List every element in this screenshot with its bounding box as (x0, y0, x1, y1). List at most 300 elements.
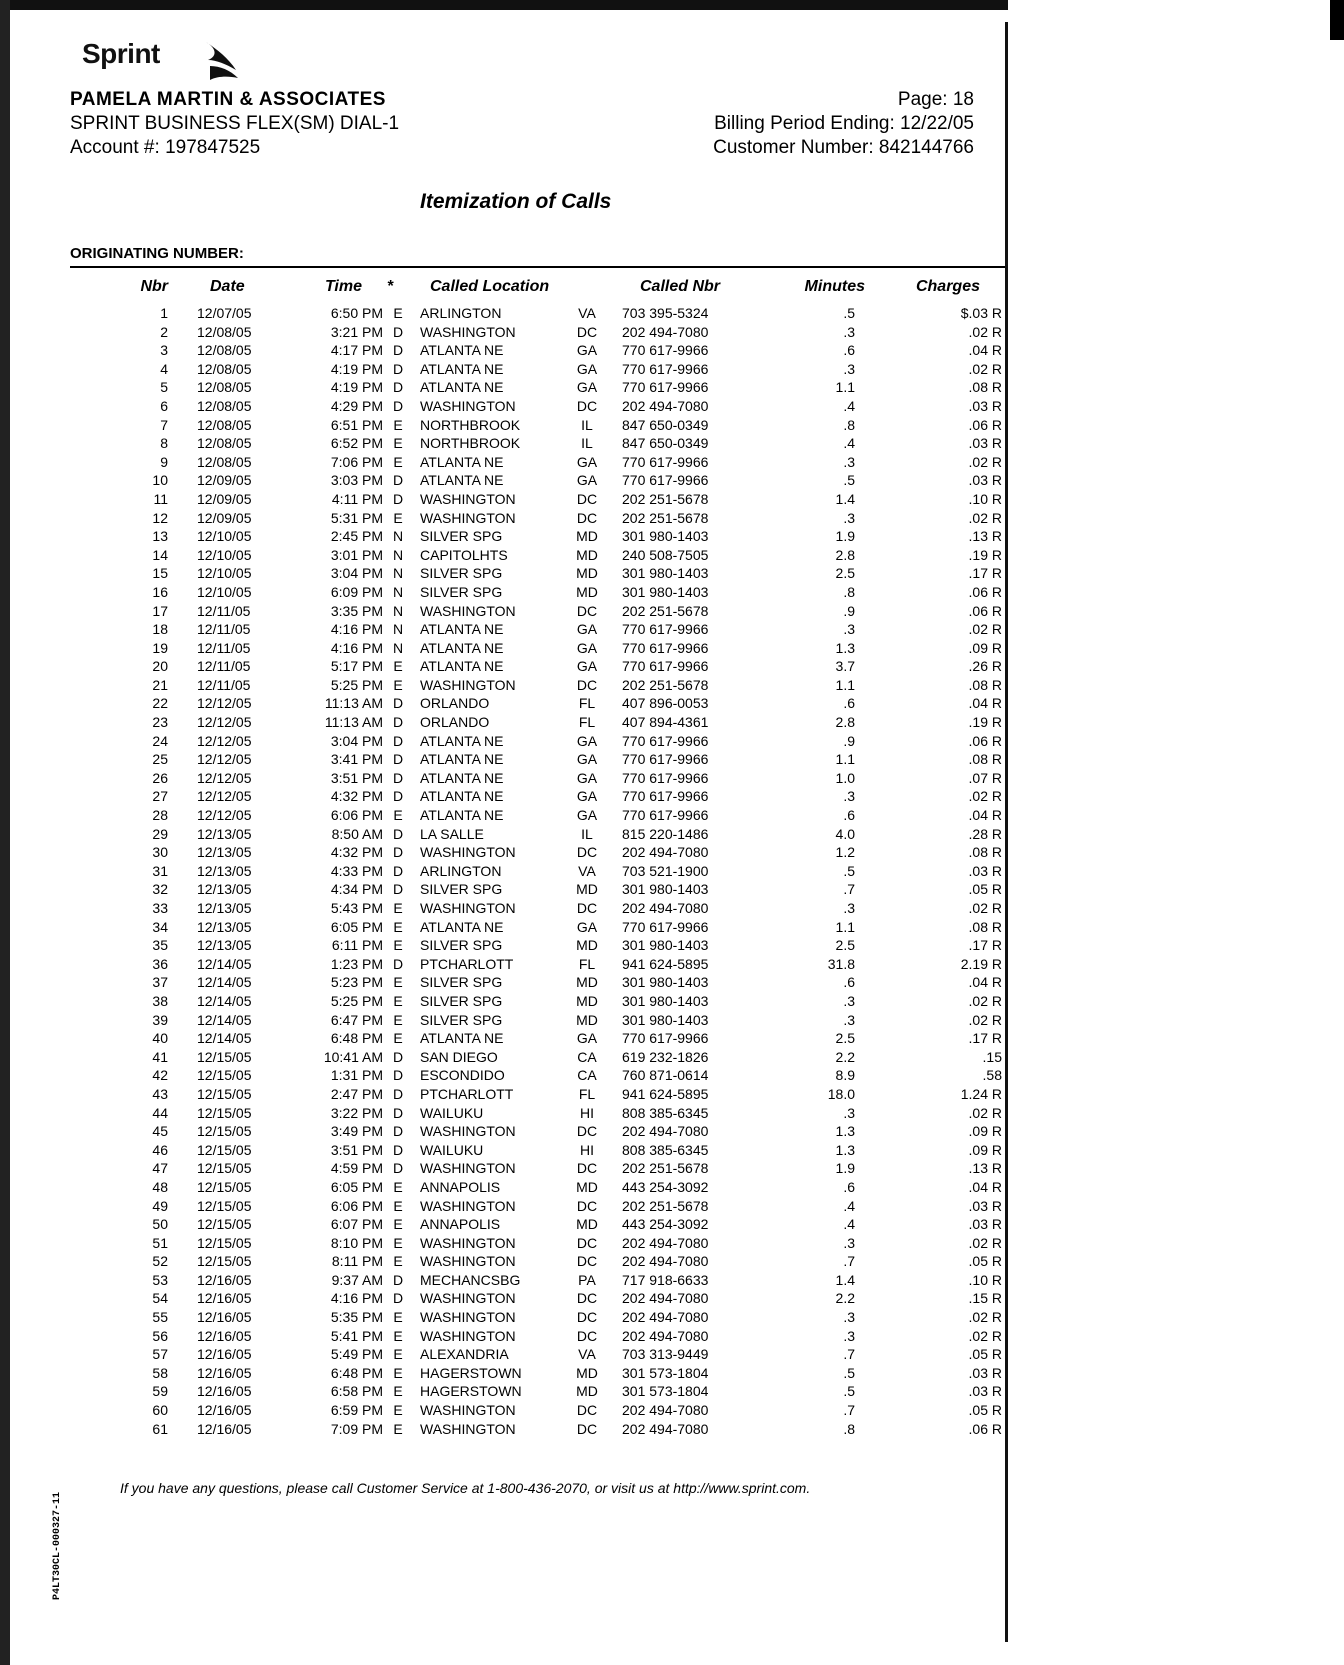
call-state: DC (576, 1327, 598, 1344)
call-charges: .06 R (968, 1420, 1002, 1437)
call-location: SAN DIEGO (420, 1048, 498, 1065)
call-state: DC (576, 1234, 598, 1251)
call-date: 12/12/05 (197, 769, 252, 786)
call-type: D (392, 1141, 404, 1158)
call-number: 717 918-6633 (622, 1271, 709, 1288)
table-row (70, 620, 1005, 639)
call-number: 202 251-5678 (622, 1197, 709, 1214)
call-location: WASHINGTON (420, 1234, 516, 1251)
call-minutes: .3 (843, 1011, 855, 1028)
call-minutes: .6 (843, 807, 855, 824)
call-type: D (392, 1048, 404, 1065)
call-state: DC (576, 900, 598, 916)
call-state: IL (581, 416, 593, 433)
call-type: D (392, 360, 404, 377)
call-date: 12/11/05 (197, 639, 251, 656)
call-nbr: 60 (152, 1402, 168, 1419)
call-date: 12/13/05 (197, 937, 252, 954)
call-time: 6:05 PM (330, 1178, 383, 1195)
call-state: MD (576, 992, 598, 1009)
call-date: 12/12/05 (197, 788, 252, 805)
call-date: 12/13/05 (197, 844, 252, 861)
call-nbr: 39 (152, 1011, 168, 1028)
col-time-header: Time (324, 278, 362, 295)
table-row (70, 323, 1005, 342)
call-time: 4:29 PM (330, 397, 383, 414)
call-nbr: 52 (152, 1253, 168, 1270)
call-type: E (393, 900, 403, 916)
call-nbr: 43 (152, 1085, 168, 1102)
call-charges: .15 (982, 1048, 1002, 1065)
call-number: 770 617-9966 (622, 342, 709, 359)
call-nbr: 45 (152, 1123, 168, 1140)
call-type: D (392, 379, 404, 396)
call-nbr: 55 (152, 1309, 168, 1326)
call-time: 3:41 PM (330, 751, 383, 768)
page-margin-right (1008, 0, 1344, 1665)
call-minutes: 2.5 (835, 565, 855, 582)
call-number: 202 494-7080 (622, 1123, 709, 1140)
call-state: PA (578, 1271, 596, 1288)
call-date: 12/14/05 (197, 992, 252, 1009)
table-row (70, 639, 1005, 658)
call-nbr: 56 (152, 1327, 168, 1344)
call-nbr: 21 (152, 676, 168, 693)
col-charges-header: Charges (915, 278, 980, 295)
call-date: 12/08/05 (197, 435, 252, 452)
call-state: GA (576, 360, 598, 377)
call-nbr: 8 (160, 435, 168, 452)
call-type: N (392, 583, 404, 600)
call-time: 3:51 PM (330, 1141, 383, 1158)
call-nbr: 42 (152, 1067, 168, 1084)
call-charges: .06 R (968, 416, 1002, 433)
call-date: 12/16/05 (197, 1420, 252, 1437)
scan-border-right (1005, 22, 1008, 1642)
call-number: 407 896-0053 (622, 695, 709, 712)
table-row (70, 1029, 1005, 1048)
call-location: ATLANTA NE (420, 769, 504, 786)
call-minutes: .3 (843, 1309, 855, 1326)
call-location: WASHINGTON (420, 1160, 516, 1177)
call-minutes: .3 (843, 900, 855, 916)
call-nbr: 18 (152, 621, 168, 638)
table-row (70, 583, 1005, 602)
table-row (70, 1234, 1005, 1253)
call-date: 12/15/05 (197, 1141, 252, 1158)
call-charges: .02 R (968, 1011, 1002, 1028)
call-time: 4:19 PM (330, 379, 383, 396)
call-state: GA (576, 751, 598, 768)
table-row (70, 360, 1005, 379)
call-minutes: 8.9 (835, 1067, 855, 1084)
call-type: E (393, 1327, 403, 1344)
call-minutes: 1.2 (835, 844, 855, 861)
call-state: GA (576, 453, 598, 470)
call-nbr: 36 (152, 955, 168, 972)
call-type: E (393, 918, 403, 935)
call-time: 5:49 PM (330, 1346, 383, 1363)
call-minutes: .6 (843, 695, 855, 712)
call-number: 770 617-9966 (622, 379, 709, 396)
call-date: 12/13/05 (197, 918, 252, 935)
call-charges: .02 R (968, 509, 1002, 526)
call-nbr: 44 (152, 1104, 168, 1121)
call-charges: .04 R (968, 1178, 1002, 1195)
call-charges: .02 R (968, 453, 1002, 470)
call-location: SILVER SPG (420, 583, 503, 600)
col-type-header: * (386, 278, 394, 295)
table-row (70, 955, 1005, 974)
plan-name: SPRINT BUSINESS FLEX(SM) DIAL-1 (70, 113, 400, 134)
table-row (70, 1048, 1005, 1067)
call-nbr: 4 (160, 360, 168, 377)
call-number: 770 617-9966 (622, 1030, 709, 1047)
call-number: 202 494-7080 (622, 1327, 709, 1344)
call-charges: .02 R (968, 788, 1002, 805)
call-location: PTCHARLOTT (420, 1085, 514, 1102)
table-row (70, 973, 1005, 992)
call-minutes: .7 (843, 1346, 855, 1363)
call-state: DC (576, 1402, 598, 1419)
table-row (70, 750, 1005, 769)
call-date: 12/08/05 (197, 342, 252, 359)
call-time: 7:06 PM (330, 453, 383, 470)
col-date-header: Date (210, 278, 245, 295)
call-minutes: .5 (843, 1383, 855, 1400)
call-time: 10:41 AM (323, 1048, 383, 1065)
call-time: 2:45 PM (330, 528, 383, 545)
call-location: ATLANTA NE (420, 658, 504, 675)
call-time: 2:47 PM (330, 1085, 383, 1102)
table-row (70, 657, 1005, 676)
call-state: MD (576, 1011, 598, 1028)
table-row (70, 1122, 1005, 1141)
call-date: 12/12/05 (197, 714, 252, 731)
call-number: 202 494-7080 (622, 1290, 709, 1307)
call-date: 12/16/05 (197, 1402, 252, 1419)
call-minutes: .3 (843, 1327, 855, 1344)
call-type: E (393, 1011, 403, 1028)
customer-line (713, 136, 974, 160)
call-state: DC (576, 1420, 598, 1437)
account-number: 197847525 (165, 137, 261, 158)
call-nbr: 27 (152, 788, 168, 805)
call-charges: .02 R (968, 900, 1002, 916)
call-date: 12/11/05 (197, 658, 251, 675)
call-nbr: 6 (160, 397, 168, 414)
call-charges: .03 R (968, 1197, 1002, 1214)
call-date: 12/09/05 (197, 509, 252, 526)
call-state: GA (576, 918, 598, 935)
call-nbr: 57 (152, 1346, 168, 1363)
call-state: MD (576, 881, 598, 898)
call-number: 301 980-1403 (622, 565, 709, 582)
call-type: E (393, 1364, 403, 1381)
call-type: D (392, 1067, 404, 1084)
call-charges: .09 R (968, 1141, 1002, 1158)
call-minutes: .5 (843, 305, 855, 321)
table-row (70, 416, 1005, 435)
call-charges: .09 R (968, 639, 1002, 656)
call-number: 815 220-1486 (622, 825, 709, 842)
call-type: E (393, 974, 403, 991)
call-charges: .03 R (968, 1216, 1002, 1233)
call-state: GA (576, 658, 598, 675)
call-charges: .02 R (968, 1104, 1002, 1121)
call-type: D (392, 732, 404, 749)
call-nbr: 48 (152, 1178, 168, 1195)
call-minutes: 1.9 (835, 528, 855, 545)
table-row (70, 1066, 1005, 1085)
call-number: 770 617-9966 (622, 360, 709, 377)
call-location: WASHINGTON (420, 1309, 516, 1326)
call-charges: .05 R (968, 1402, 1002, 1419)
call-charges: .13 R (968, 1160, 1002, 1177)
call-number: 202 494-7080 (622, 1402, 709, 1419)
call-state: MD (576, 583, 598, 600)
call-state: MD (576, 1383, 598, 1400)
call-minutes: 1.0 (835, 769, 855, 786)
call-time: 6:52 PM (330, 435, 383, 452)
call-type: E (393, 435, 403, 452)
call-time: 6:48 PM (330, 1364, 383, 1381)
call-nbr: 24 (152, 732, 168, 749)
call-state: DC (576, 397, 598, 414)
table-row (70, 787, 1005, 806)
call-date: 12/16/05 (197, 1383, 252, 1400)
call-type: D (392, 342, 404, 359)
call-nbr: 46 (152, 1141, 168, 1158)
call-nbr: 53 (152, 1271, 168, 1288)
call-type: N (392, 565, 404, 582)
call-state: DC (576, 602, 598, 619)
call-charges: .02 R (968, 360, 1002, 377)
call-location: WASHINGTON (420, 1123, 516, 1140)
call-charges: .03 R (968, 862, 1002, 879)
calls-table (70, 274, 1005, 1438)
call-minutes: .8 (843, 416, 855, 433)
call-minutes: 1.1 (835, 751, 855, 768)
table-row (70, 602, 1005, 621)
call-state: HI (580, 1104, 594, 1121)
call-state: GA (576, 769, 598, 786)
call-charges: .02 R (968, 1234, 1002, 1251)
call-state: GA (576, 342, 598, 359)
call-location: ATLANTA NE (420, 788, 504, 805)
call-type: E (393, 992, 403, 1009)
call-time: 6:47 PM (330, 1011, 383, 1028)
table-row (70, 694, 1005, 713)
call-location: WASHINGTON (420, 900, 516, 916)
call-date: 12/13/05 (197, 881, 252, 898)
call-state: FL (578, 955, 596, 972)
call-state: DC (576, 1197, 598, 1214)
call-nbr: 23 (152, 714, 168, 731)
call-state: VA (578, 862, 596, 879)
call-time: 3:35 PM (330, 602, 383, 619)
account-header (70, 88, 399, 160)
call-state: DC (576, 1253, 598, 1270)
call-type: D (392, 769, 404, 786)
call-date: 12/12/05 (197, 807, 252, 824)
call-state: GA (576, 639, 598, 656)
call-charges: .04 R (968, 342, 1002, 359)
call-state: DC (576, 490, 598, 507)
call-time: 4:11 PM (331, 490, 383, 507)
table-row (70, 1345, 1005, 1364)
call-charges: .58 (982, 1067, 1002, 1084)
call-state: MD (576, 937, 598, 954)
call-minutes: .4 (843, 397, 855, 414)
call-time: 4:59 PM (330, 1160, 383, 1177)
call-nbr: 32 (152, 881, 168, 898)
originating-number-label: ORIGINATING NUMBER: (70, 245, 244, 262)
call-state: DC (576, 1123, 598, 1140)
call-charges: .05 R (968, 1253, 1002, 1270)
call-number: 770 617-9966 (622, 453, 709, 470)
call-date: 12/13/05 (197, 825, 252, 842)
call-charges: .03 R (968, 397, 1002, 414)
call-minutes: .3 (843, 360, 855, 377)
call-type: D (392, 751, 404, 768)
call-time: 6:09 PM (330, 583, 383, 600)
call-date: 12/16/05 (197, 1327, 252, 1344)
call-time: 8:10 PM (330, 1234, 383, 1251)
call-date: 12/09/05 (197, 472, 252, 489)
call-location: SILVER SPG (420, 974, 503, 991)
call-time: 1:31 PM (330, 1067, 383, 1084)
call-nbr: 25 (152, 751, 168, 768)
call-time: 5:43 PM (330, 900, 383, 916)
call-date: 12/10/05 (197, 546, 252, 563)
logo-text: Sprint (82, 38, 160, 69)
call-location: MECHANCSBG (420, 1271, 521, 1288)
call-date: 12/15/05 (197, 1085, 252, 1102)
call-date: 12/12/05 (197, 732, 252, 749)
call-time: 3:03 PM (330, 472, 383, 489)
call-nbr: 33 (152, 900, 168, 916)
call-charges: .05 R (968, 1346, 1002, 1363)
call-charges: .04 R (968, 807, 1002, 824)
table-row (70, 1085, 1005, 1104)
call-time: 4:34 PM (330, 881, 383, 898)
table-row (70, 490, 1005, 509)
call-minutes: 1.4 (835, 490, 855, 507)
call-location: ATLANTA NE (420, 918, 504, 935)
call-type: D (392, 714, 404, 731)
call-location: ESCONDIDO (420, 1067, 505, 1084)
col-location-header: Called Location (430, 278, 550, 295)
call-number: 407 894-4361 (622, 714, 709, 731)
call-date: 12/08/05 (197, 453, 252, 470)
call-date: 12/16/05 (197, 1364, 252, 1381)
table-row (70, 471, 1005, 490)
call-charges: .28 R (968, 825, 1002, 842)
call-number: 202 494-7080 (622, 1420, 709, 1437)
call-date: 12/15/05 (197, 1067, 252, 1084)
call-minutes: .3 (843, 621, 855, 638)
call-date: 12/15/05 (197, 1123, 252, 1140)
call-date: 12/15/05 (197, 1178, 252, 1195)
call-charges: $.03 R (960, 305, 1002, 321)
call-type: D (392, 1271, 404, 1288)
call-number: 703 521-1900 (622, 862, 709, 879)
call-time: 1:23 PM (330, 955, 383, 972)
table-row (70, 397, 1005, 416)
customer-label: Customer Number: (713, 137, 874, 158)
call-minutes: .5 (843, 1364, 855, 1381)
call-time: 5:23 PM (330, 974, 383, 991)
call-type: D (392, 1123, 404, 1140)
call-location: WAILUKU (420, 1104, 484, 1121)
call-charges: .10 R (968, 490, 1002, 507)
call-type: D (392, 1160, 404, 1177)
call-state: CA (577, 1048, 597, 1065)
table-row (70, 1178, 1005, 1197)
call-minutes: .7 (843, 1253, 855, 1270)
call-date: 12/16/05 (197, 1271, 252, 1288)
call-charges: .02 R (968, 1309, 1002, 1326)
table-row (70, 509, 1005, 528)
call-minutes: .6 (843, 1178, 855, 1195)
call-number: 770 617-9966 (622, 639, 709, 656)
call-minutes: .4 (843, 1197, 855, 1214)
call-date: 12/07/05 (197, 305, 252, 321)
call-charges: .17 R (968, 565, 1002, 582)
call-number: 770 617-9966 (622, 751, 709, 768)
call-charges: .19 R (968, 546, 1002, 563)
call-state: DC (576, 323, 598, 340)
call-minutes: .6 (843, 974, 855, 991)
call-state: DC (576, 1160, 598, 1177)
call-number: 770 617-9966 (622, 918, 709, 935)
call-charges: .03 R (968, 472, 1002, 489)
call-type: E (393, 1234, 403, 1251)
call-number: 301 980-1403 (622, 1011, 709, 1028)
call-time: 3:49 PM (330, 1123, 383, 1140)
call-state: GA (576, 807, 598, 824)
table-row (70, 1420, 1005, 1439)
call-charges: .05 R (968, 881, 1002, 898)
call-minutes: .5 (843, 862, 855, 879)
call-time: 3:04 PM (330, 565, 383, 582)
call-number: 301 980-1403 (622, 992, 709, 1009)
call-date: 12/15/05 (197, 1160, 252, 1177)
table-row (70, 453, 1005, 472)
call-charges: .07 R (968, 769, 1002, 786)
call-charges: .02 R (968, 323, 1002, 340)
call-location: NORTHBROOK (420, 416, 521, 433)
call-location: ORLANDO (420, 714, 490, 731)
call-type: E (393, 1253, 403, 1270)
call-minutes: 2.2 (835, 1048, 855, 1065)
call-charges: .10 R (968, 1271, 1002, 1288)
call-number: 703 395-5324 (622, 305, 709, 321)
call-number: 941 624-5895 (622, 1085, 709, 1102)
call-type: D (392, 955, 404, 972)
table-row (70, 1011, 1005, 1030)
sprint-wing-icon (202, 40, 242, 86)
call-number: 443 254-3092 (622, 1178, 709, 1195)
call-time: 11:13 AM (324, 714, 383, 731)
call-number: 202 251-5678 (622, 676, 709, 693)
company-name: PAMELA MARTIN & ASSOCIATES (70, 89, 386, 110)
call-nbr: 59 (152, 1383, 168, 1400)
table-row (70, 1252, 1005, 1271)
call-location: ATLANTA NE (420, 639, 504, 656)
call-number: 202 494-7080 (622, 900, 709, 916)
